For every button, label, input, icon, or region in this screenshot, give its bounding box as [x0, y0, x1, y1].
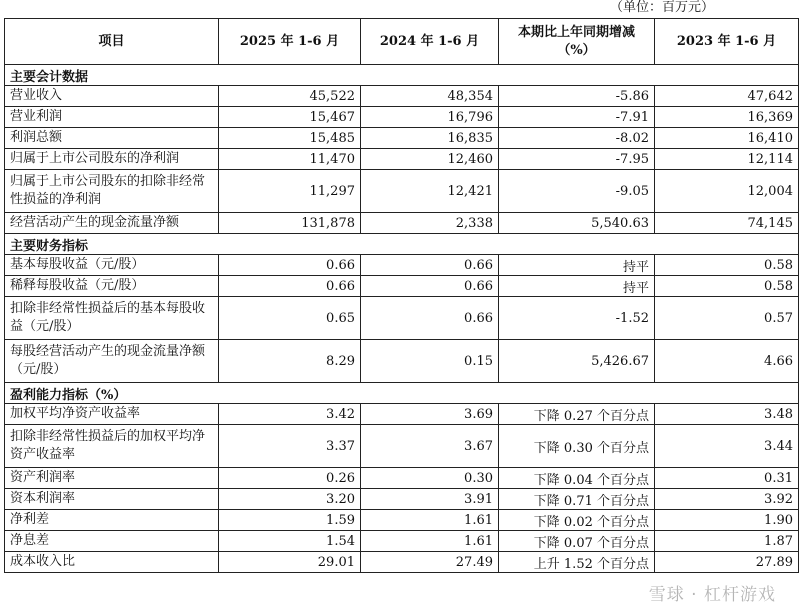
section-title: 主要财务指标: [5, 234, 799, 255]
value-2023: 12,114: [655, 149, 799, 170]
header-change: 本期比上年同期增减（%）: [499, 19, 655, 65]
value-2024: 3.69: [361, 404, 499, 425]
value-change: 持平: [499, 276, 655, 297]
value-2025: 11,297: [219, 170, 361, 213]
table-row: [5, 213, 799, 234]
value-2025: 0.65: [219, 297, 361, 340]
table-header-row: [5, 19, 799, 65]
row-label: 基本每股收益（元/股）: [5, 255, 219, 276]
table-row: [5, 86, 799, 107]
value-2025: 131,878: [219, 213, 361, 234]
value-2023: 3.92: [655, 489, 799, 510]
value-2024: 0.66: [361, 276, 499, 297]
value-change: -7.91: [499, 107, 655, 128]
value-2024: 1.61: [361, 510, 499, 531]
row-label: 资本利润率: [5, 489, 219, 510]
section-title: 盈利能力指标（%）: [5, 383, 799, 404]
row-label: 净息差: [5, 531, 219, 552]
table-row: [5, 276, 799, 297]
table-row: [5, 552, 799, 573]
table-row: [5, 128, 799, 149]
value-change: 上升 1.52 个百分点: [499, 552, 655, 573]
value-2024: 12,421: [361, 170, 499, 213]
section-title: 主要会计数据: [5, 65, 799, 86]
row-label: 扣除非经常性损益后的加权平均净资产收益率: [5, 425, 219, 468]
value-2023: 47,642: [655, 86, 799, 107]
row-label: 经营活动产生的现金流量净额: [5, 213, 219, 234]
value-2025: 15,485: [219, 128, 361, 149]
value-2023: 1.87: [655, 531, 799, 552]
value-2025: 29.01: [219, 552, 361, 573]
value-2024: 27.49: [361, 552, 499, 573]
value-2024: 16,835: [361, 128, 499, 149]
value-2025: 11,470: [219, 149, 361, 170]
value-2025: 45,522: [219, 86, 361, 107]
value-2023: 3.44: [655, 425, 799, 468]
table-row: [5, 255, 799, 276]
value-2023: 1.90: [655, 510, 799, 531]
value-2023: 0.58: [655, 255, 799, 276]
value-2024: 2,338: [361, 213, 499, 234]
value-change: -8.02: [499, 128, 655, 149]
row-label: 营业利润: [5, 107, 219, 128]
value-2023: 0.58: [655, 276, 799, 297]
value-change: 下降 0.04 个百分点: [499, 468, 655, 489]
table-row: [5, 149, 799, 170]
table-row: [5, 425, 799, 468]
value-2025: 15,467: [219, 107, 361, 128]
value-change: 下降 0.02 个百分点: [499, 510, 655, 531]
header-item: 项目: [5, 19, 219, 65]
row-label: 净利差: [5, 510, 219, 531]
value-change: 下降 0.07 个百分点: [499, 531, 655, 552]
table-row: [5, 297, 799, 340]
value-2023: 74,145: [655, 213, 799, 234]
value-2025: 3.20: [219, 489, 361, 510]
section-row: [5, 383, 799, 404]
table-row: [5, 107, 799, 128]
value-2023: 16,369: [655, 107, 799, 128]
row-label: 成本收入比: [5, 552, 219, 573]
value-2025: 1.59: [219, 510, 361, 531]
table-row: [5, 468, 799, 489]
header-2024: 2024 年 1-6 月: [361, 19, 499, 65]
header-2025: 2025 年 1-6 月: [219, 19, 361, 65]
section-row: [5, 65, 799, 86]
value-change: 下降 0.30 个百分点: [499, 425, 655, 468]
value-2024: 3.91: [361, 489, 499, 510]
row-label: 加权平均净资产收益率: [5, 404, 219, 425]
value-2024: 0.66: [361, 255, 499, 276]
value-2024: 12,460: [361, 149, 499, 170]
value-2025: 0.66: [219, 276, 361, 297]
value-2024: 0.30: [361, 468, 499, 489]
header-2023: 2023 年 1-6 月: [655, 19, 799, 65]
value-change: 持平: [499, 255, 655, 276]
value-2024: 1.61: [361, 531, 499, 552]
value-change: 5,426.67: [499, 340, 655, 383]
section-row: [5, 234, 799, 255]
value-2025: 8.29: [219, 340, 361, 383]
value-change: -7.95: [499, 149, 655, 170]
row-label: 扣除非经常性损益后的基本每股收益（元/股）: [5, 297, 219, 340]
table-row: [5, 170, 799, 213]
value-2025: 3.37: [219, 425, 361, 468]
value-change: 下降 0.71 个百分点: [499, 489, 655, 510]
value-2024: 0.66: [361, 297, 499, 340]
table-row: [5, 404, 799, 425]
unit-label: （单位：百万元）: [609, 0, 714, 15]
value-2025: 1.54: [219, 531, 361, 552]
table-row: [5, 340, 799, 383]
row-label: 营业收入: [5, 86, 219, 107]
value-change: -1.52: [499, 297, 655, 340]
row-label: 每股经营活动产生的现金流量净额（元/股）: [5, 340, 219, 383]
value-change: 下降 0.27 个百分点: [499, 404, 655, 425]
value-2025: 3.42: [219, 404, 361, 425]
value-2023: 0.57: [655, 297, 799, 340]
value-2023: 12,004: [655, 170, 799, 213]
value-2024: 48,354: [361, 86, 499, 107]
row-label: 归属于上市公司股东的净利润: [5, 149, 219, 170]
value-change: 5,540.63: [499, 213, 655, 234]
value-change: -9.05: [499, 170, 655, 213]
row-label: 归属于上市公司股东的扣除非经常性损益的净利润: [5, 170, 219, 213]
value-2023: 16,410: [655, 128, 799, 149]
value-change: -5.86: [499, 86, 655, 107]
table-row: [5, 510, 799, 531]
value-2023: 3.48: [655, 404, 799, 425]
value-2024: 0.15: [361, 340, 499, 383]
value-2025: 0.26: [219, 468, 361, 489]
row-label: 资产利润率: [5, 468, 219, 489]
financial-data-table: [4, 18, 799, 573]
watermark: 雪球 · 杠杆游戏: [648, 585, 776, 605]
table-body: [5, 65, 799, 573]
value-2025: 0.66: [219, 255, 361, 276]
value-2024: 3.67: [361, 425, 499, 468]
value-2023: 0.31: [655, 468, 799, 489]
row-label: 稀释每股收益（元/股）: [5, 276, 219, 297]
table-row: [5, 531, 799, 552]
row-label: 利润总额: [5, 128, 219, 149]
value-2023: 27.89: [655, 552, 799, 573]
value-2023: 4.66: [655, 340, 799, 383]
value-2024: 16,796: [361, 107, 499, 128]
table-row: [5, 489, 799, 510]
